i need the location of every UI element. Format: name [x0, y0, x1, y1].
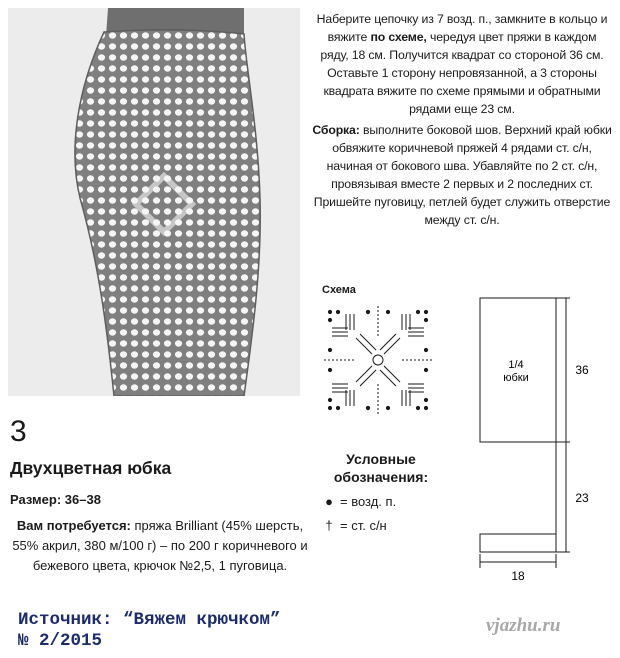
instructions-text	[312, 10, 612, 231]
page-title: Двухцветная юбка	[10, 458, 172, 478]
source-credit: Источник: “Вяжем крючком” № 2/2015	[18, 610, 281, 651]
instructions-paragraph-2: Сборка: выполните боковой шов. Верхний край юбки обвяжите коричневой пряжей 4 рядами ст. с/н, начиная от бокового шва. Убавляйте по 2 ст. с/н, провязывая вместе 2 первых и 2 последних ст. Пришейте пуговицу, петлей будет служить отверстие между ст. с/н.	[312, 122, 612, 228]
watermark: vjazhu.ru	[486, 615, 561, 636]
dot-icon: ●	[325, 494, 333, 509]
skirt-illustration	[8, 8, 300, 396]
schema-label: Схема	[322, 284, 356, 296]
dimension-width-value: 18	[511, 569, 525, 583]
panel-label-word: юбки	[503, 372, 529, 384]
dimension-upper-value: 36	[575, 363, 589, 377]
instructions-paragraph-1: Наберите цепочку из 7 возд. п., замкните в кольцо и вяжите по схеме, чередуя цвет пряжи в каждом ряду, 18 см. Получится квадрат со стороной 36 см. Оставьте 1 сторону непровязанной, а 3 стороны квадрата вяжите по схеме прямыми и обратными рядами еще 23 см.	[316, 12, 608, 117]
legend-item-chain: ● = возд. п.	[322, 494, 396, 509]
crochet-chart-icon	[324, 306, 432, 414]
legend-item-dc: † = ст. с/н	[322, 518, 387, 533]
legend-title: Условные обозначения:	[333, 451, 429, 485]
materials-text: Вам потребуется: пряжа Brilliant (45% шерсть, 55% акрил, 380 м/100 г) – по 200 г коричневого и бежевого цвета, крючок №2,5, 1 пуговица.	[12, 518, 308, 573]
skirt-lower-panel	[480, 442, 556, 552]
pattern-number: 3	[10, 415, 27, 448]
dagger-icon: †	[325, 518, 333, 533]
size-line: Размер: 36–38	[10, 492, 101, 507]
skirt-photo	[8, 8, 300, 396]
skirt-dimension-diagram	[470, 288, 600, 588]
dimension-lower-value: 23	[575, 491, 589, 505]
panel-label-fraction: 1/4	[508, 359, 524, 371]
